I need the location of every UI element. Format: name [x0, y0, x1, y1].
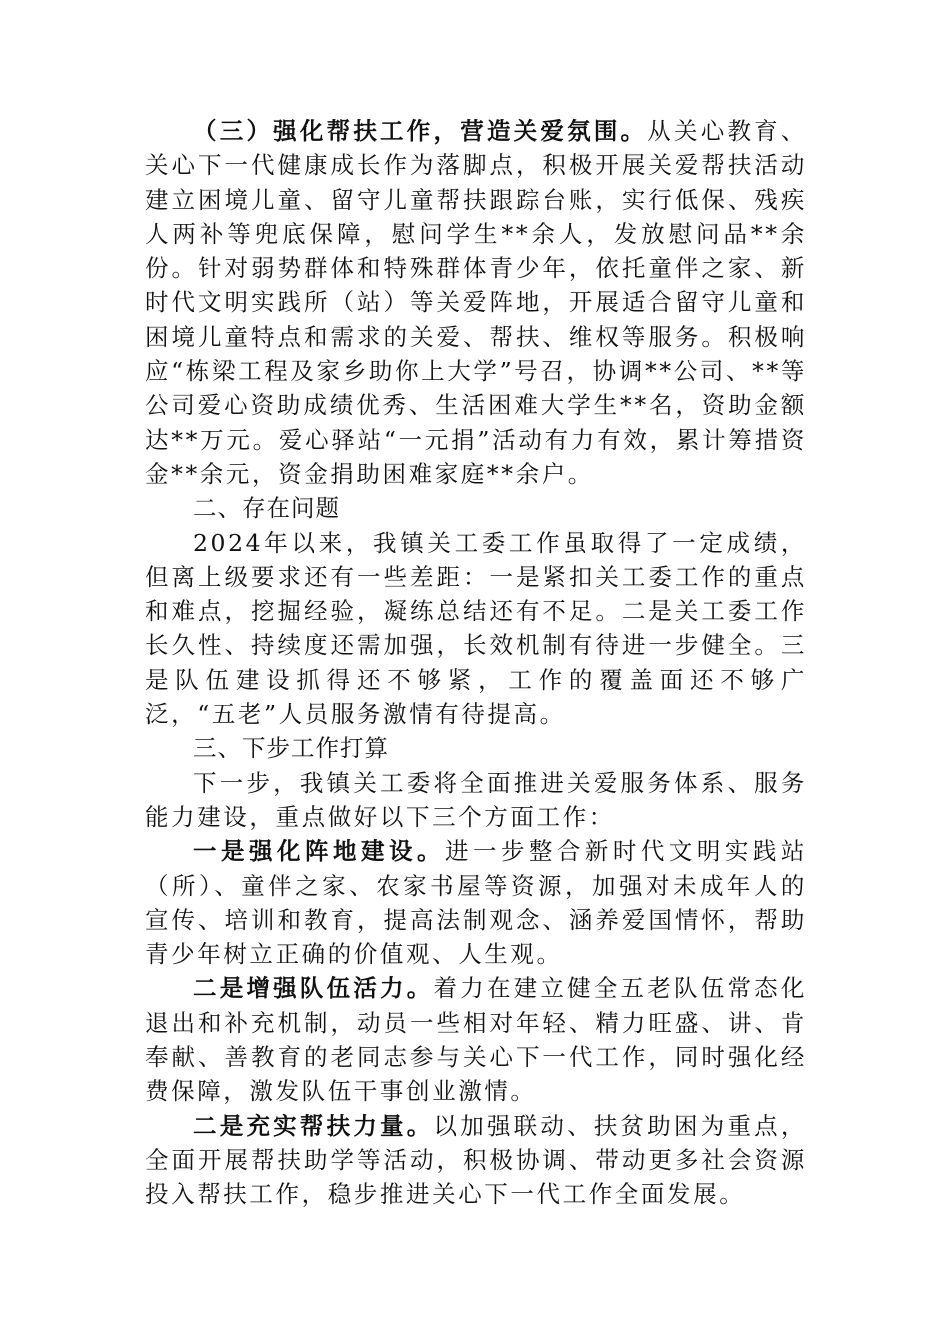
- paragraph-text: 2024年以来，我镇关工委工作虽取得了一定成绩，但离上级要求还有一些差距：一是紧扣关工委工作的重点和难点，挖掘经验，凝练总结还有不足。二是关工委工作长久性、持续度还需加强，长效机制有待进一步健全。三是队伍建设抓得还不够紧，工作的覆盖面还不够广泛，“五老”人员服务激情有待提高。: [145, 528, 807, 729]
- paragraph-text: 以加强联动、扶贫助困为重点，全面开展帮扶助学等活动，积极协调、带动更多社会资源投入帮扶工作，稳步推进关心下一代工作全面发展。: [145, 1111, 807, 1209]
- paragraph-text: 进一步整合新时代文明实践站（所）、童伴之家、农家书屋等资源，加强对未成年人的宣传、培训和教育，提高法制观念、涵养爱国情怀，帮助青少年树立正确的价值观、人生观。: [145, 837, 807, 969]
- paragraph-lead: （三）强化帮扶工作，营造关爱氛围。: [193, 117, 648, 145]
- paragraph-next-steps-intro: [145, 766, 807, 835]
- paragraph-text: 从关心教育、关心下一代健康成长作为落脚点，积极开展关爱帮扶活动建立困境儿童、留守儿童帮扶跟踪台账，实行低保、残疾人两补等兜底保障，慰问学生**余人，发放慰问品**余份。针对弱势群体和特殊群体青少年，依托童伴之家、新时代文明实践所（站）等关爱阵地，开展适合留守儿童和困境儿童特点和需求的关爱、帮扶、维权等服务。积极响应“栋梁工程及家乡助你上大学”号召，协调**公司、**等公司爱心资助成绩优秀、生活困难大学生**名，资助金额达**万元。爱心驿站“一元捐”活动有力有效，累计筹措资金**余元，资金捐助困难家庭**余户。: [145, 117, 807, 488]
- paragraph-text: 下一步，我镇关工委将全面推进关爱服务体系、服务能力建设，重点做好以下三个方面工作：: [145, 768, 807, 831]
- paragraph-text: 着力在建立健全五老队伍常态化退出和补充机制，动员一些相对年轻、精力旺盛、讲、肯奉献、善教育的老同志参与关心下一代工作，同时强化经费保障，激发队伍干事创业激情。: [145, 974, 807, 1106]
- paragraph-team-vitality: [145, 971, 807, 1108]
- paragraph-lead: 二是充实帮扶力量。: [193, 1111, 434, 1140]
- paragraph-problems: [145, 526, 807, 732]
- section-heading-next-steps: 三、下步工作打算: [193, 734, 389, 763]
- paragraph-lead: 二是增强队伍活力。: [193, 974, 434, 1003]
- paragraph-assistance-strength: [145, 1109, 807, 1212]
- paragraph-lead: 一是强化阵地建设。: [193, 837, 445, 866]
- paragraph-position-building: [145, 834, 807, 971]
- paragraph-strengthen-assistance: [145, 114, 807, 491]
- document-body: [145, 114, 807, 1212]
- section-heading-existing-problems: 二、存在问题: [193, 494, 340, 523]
